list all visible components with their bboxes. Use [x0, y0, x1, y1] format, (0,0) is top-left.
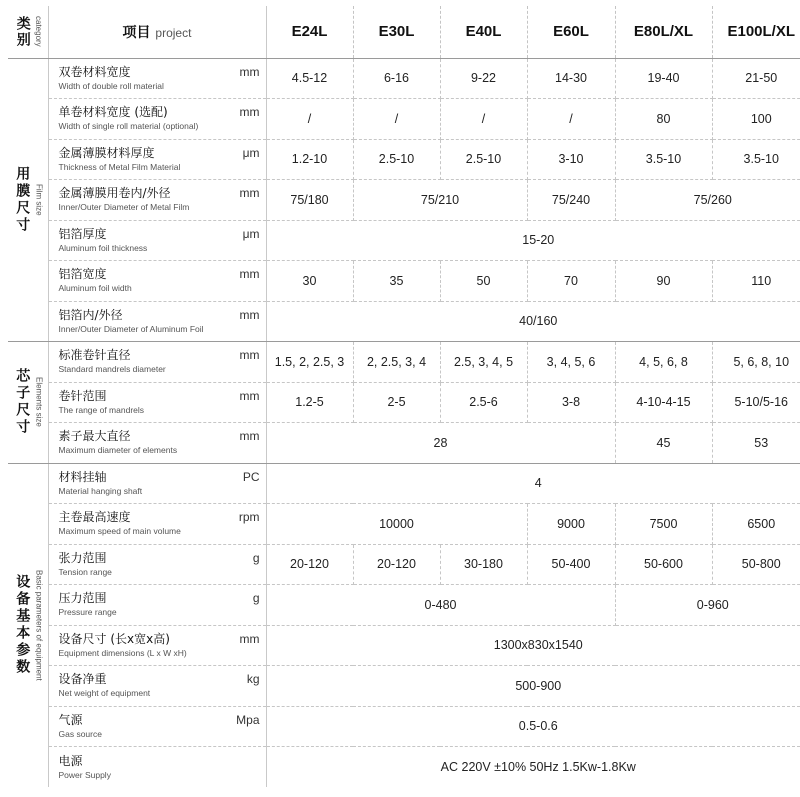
row-label-en: Maximum speed of main volume	[58, 526, 181, 537]
value-cell: 35	[353, 261, 440, 302]
row-label-en: Width of single roll material (optional)	[58, 121, 199, 132]
row-label-en: Inner/Outer Diameter of Aluminum Foil	[58, 323, 204, 334]
value-cell: 4	[266, 463, 800, 504]
model-header: E30L	[353, 6, 440, 58]
row-label-en: Equipment dimensions (L x W xH)	[58, 647, 187, 658]
table-row	[8, 463, 800, 504]
row-label-en: Aluminum foil thickness	[58, 242, 148, 253]
value-cell: 1.2-5	[266, 382, 353, 423]
project-header	[48, 6, 266, 58]
value-cell: 1.5, 2, 2.5, 3	[266, 342, 353, 383]
value-cell: 2, 2.5, 3, 4	[353, 342, 440, 383]
row-label	[48, 220, 266, 261]
value-cell: 75/210	[353, 180, 527, 221]
unit-label: mm	[239, 105, 260, 119]
header-row	[8, 6, 800, 58]
unit-label: mm	[239, 307, 260, 322]
model-header: E24L	[266, 6, 353, 58]
section-title-en: Elements size	[34, 377, 44, 428]
row-label-zh: 气源	[58, 712, 83, 727]
unit-label: mm	[239, 631, 260, 646]
row-label-en: Material hanging shaft	[58, 485, 143, 496]
project-header-en: project	[155, 25, 192, 40]
value-cell: 3.5-10	[615, 139, 712, 180]
row-label-zh: 铝箔宽度	[58, 267, 107, 282]
value-cell: 30	[266, 261, 353, 302]
value-cell: 5, 6, 8, 10	[712, 342, 800, 383]
row-label	[48, 342, 266, 383]
value-cell: 70	[527, 261, 615, 302]
row-label-zh: 单卷材料宽度 (选配)	[58, 105, 168, 120]
value-cell: 110	[712, 261, 800, 302]
row-label-zh: 铝箔厚度	[58, 226, 107, 241]
row-label-zh: 双卷材料宽度	[58, 64, 131, 79]
row-label	[48, 625, 266, 666]
value-cell: /	[353, 99, 440, 140]
value-cell: 6-16	[353, 58, 440, 99]
value-cell: 4.5-12	[266, 58, 353, 99]
row-label-en: Standard mandrels diameter	[58, 364, 166, 375]
value-cell: 2.5-10	[440, 139, 527, 180]
value-cell: 1.2-10	[266, 139, 353, 180]
table-row	[8, 666, 800, 707]
unit-label: mm	[239, 186, 260, 200]
row-label-en: Net weight of equipment	[58, 688, 151, 699]
value-cell: 40/160	[266, 301, 800, 342]
value-cell: 2.5-10	[353, 139, 440, 180]
table-row	[8, 382, 800, 423]
value-cell: 4-10-4-15	[615, 382, 712, 423]
unit-label: kg	[246, 672, 260, 686]
table-row	[8, 220, 800, 261]
value-cell: 50	[440, 261, 527, 302]
value-cell: 15-20	[266, 220, 800, 261]
table-row	[8, 180, 800, 221]
category-header-en: category	[33, 16, 43, 48]
value-cell: 20-120	[353, 544, 440, 585]
section-title-en: Film size	[34, 183, 44, 216]
value-cell: 500-900	[266, 666, 800, 707]
value-cell: 90	[615, 261, 712, 302]
table-row	[8, 504, 800, 545]
unit-label: g	[252, 550, 260, 565]
value-cell: 2.5, 3, 4, 5	[440, 342, 527, 383]
value-cell: 75/180	[266, 180, 353, 221]
value-cell: 30-180	[440, 544, 527, 585]
row-label-en: Inner/Outer Diameter of Metal Film	[58, 202, 190, 213]
row-label-zh: 张力范围	[58, 550, 107, 565]
model-header: E40L	[440, 6, 527, 58]
value-cell: 4, 5, 6, 8	[615, 342, 712, 383]
value-cell: 0-480	[266, 585, 615, 626]
value-cell: 3-10	[527, 139, 615, 180]
value-cell: 2.5-6	[440, 382, 527, 423]
unit-label: mm	[239, 267, 260, 281]
section-film-size	[8, 58, 48, 342]
row-label	[48, 423, 266, 464]
row-label	[48, 382, 266, 423]
value-cell: 0.5-0.6	[266, 706, 800, 747]
table-row	[8, 706, 800, 747]
value-cell: 14-30	[527, 58, 615, 99]
value-cell: 0-960	[615, 585, 800, 626]
row-label-en: Gas source	[58, 728, 102, 739]
unit-label: rpm	[238, 510, 260, 524]
value-cell: 28	[266, 423, 615, 464]
value-cell: 21-50	[712, 58, 800, 99]
value-cell: 3-8	[527, 382, 615, 423]
row-label	[48, 261, 266, 302]
category-header	[8, 6, 48, 58]
value-cell: 1300x830x1540	[266, 625, 800, 666]
value-cell: 20-120	[266, 544, 353, 585]
value-cell: 50-600	[615, 544, 712, 585]
section-title-zh: 芯子尺寸	[14, 368, 31, 437]
row-label	[48, 666, 266, 707]
row-label-en: Aluminum foil width	[58, 283, 132, 294]
value-cell: 10000	[266, 504, 527, 545]
spec-sheet	[8, 6, 796, 787]
value-cell: 19-40	[615, 58, 712, 99]
table-row	[8, 342, 800, 383]
row-label	[48, 58, 266, 99]
unit-label: μm	[242, 226, 260, 241]
row-label-zh: 压力范围	[58, 591, 107, 606]
value-cell: 100	[712, 99, 800, 140]
project-header-zh: 项目	[122, 24, 151, 41]
row-label	[48, 747, 266, 788]
section-elements-size	[8, 342, 48, 464]
section-title-en: Basic parameters of equipment	[34, 569, 44, 681]
row-label-en: Maximum diameter of elements	[58, 445, 178, 456]
row-label	[48, 301, 266, 342]
row-label-en: Width of double roll material	[58, 80, 164, 91]
unit-label: mm	[239, 388, 260, 403]
value-cell: 53	[712, 423, 800, 464]
value-cell: 9-22	[440, 58, 527, 99]
value-cell: 80	[615, 99, 712, 140]
section-title-zh: 设备基本参数	[14, 574, 31, 677]
table-row	[8, 423, 800, 464]
row-label-en: The range of mandrels	[58, 404, 145, 415]
unit-label: mm	[239, 429, 260, 443]
table-row	[8, 747, 800, 788]
value-cell: 5-10/5-16	[712, 382, 800, 423]
row-label-zh: 设备净重	[58, 672, 107, 687]
row-label-zh: 卷针范围	[58, 388, 107, 403]
row-label	[48, 139, 266, 180]
spec-table	[8, 6, 800, 787]
row-label	[48, 706, 266, 747]
row-label	[48, 544, 266, 585]
row-label-zh: 金属薄膜材料厚度	[58, 145, 155, 160]
unit-label: PC	[242, 469, 260, 484]
unit-label: Mpa	[236, 712, 260, 727]
value-cell: 45	[615, 423, 712, 464]
section-basic-parameters	[8, 463, 48, 787]
value-cell: 75/240	[527, 180, 615, 221]
row-label-zh: 铝箔内/外径	[58, 307, 123, 322]
value-cell: 2-5	[353, 382, 440, 423]
row-label-zh: 材料挂轴	[58, 469, 107, 484]
table-row	[8, 261, 800, 302]
table-row	[8, 99, 800, 140]
table-row	[8, 139, 800, 180]
row-label-zh: 标准卷针直径	[58, 348, 131, 363]
value-cell: /	[266, 99, 353, 140]
value-cell: 3.5-10	[712, 139, 800, 180]
row-label	[48, 463, 266, 504]
table-row	[8, 544, 800, 585]
row-label-zh: 设备尺寸 (长x宽x高)	[58, 631, 170, 646]
value-cell: 3, 4, 5, 6	[527, 342, 615, 383]
value-cell: /	[440, 99, 527, 140]
value-cell: 50-800	[712, 544, 800, 585]
table-row	[8, 625, 800, 666]
row-label-zh: 主卷最高速度	[58, 510, 131, 525]
model-header: E100L/XL	[712, 6, 800, 58]
table-row	[8, 58, 800, 99]
row-label-en: Pressure range	[58, 607, 117, 618]
table-row	[8, 301, 800, 342]
row-label-en: Thickness of Metal Film Material	[58, 161, 181, 172]
category-header-zh: 类别	[14, 15, 31, 48]
unit-label: mm	[239, 348, 260, 362]
row-label-en: Tension range	[58, 566, 112, 577]
row-label-zh: 金属薄膜用卷内/外径	[58, 186, 171, 201]
row-label-en: Power Supply	[58, 769, 111, 780]
row-label	[48, 180, 266, 221]
unit-label: g	[252, 591, 260, 605]
row-label-zh: 电源	[58, 753, 83, 768]
row-label	[48, 585, 266, 626]
value-cell: AC 220V ±10% 50Hz 1.5Kw-1.8Kw	[440, 760, 636, 774]
value-cell: 6500	[712, 504, 800, 545]
model-header: E80L/XL	[615, 6, 712, 58]
value-cell: /	[527, 99, 615, 140]
table-row	[8, 585, 800, 626]
model-header: E60L	[527, 6, 615, 58]
unit-label: μm	[242, 145, 260, 160]
unit-label: mm	[239, 64, 260, 79]
value-cell: 7500	[615, 504, 712, 545]
value-cell: 75/260	[615, 180, 800, 221]
section-title-zh: 用膜尺寸	[14, 165, 31, 234]
row-label	[48, 99, 266, 140]
row-label	[48, 504, 266, 545]
value-cell: 9000	[527, 504, 615, 545]
row-label-zh: 素子最大直径	[58, 429, 131, 444]
value-cell: 50-400	[527, 544, 615, 585]
